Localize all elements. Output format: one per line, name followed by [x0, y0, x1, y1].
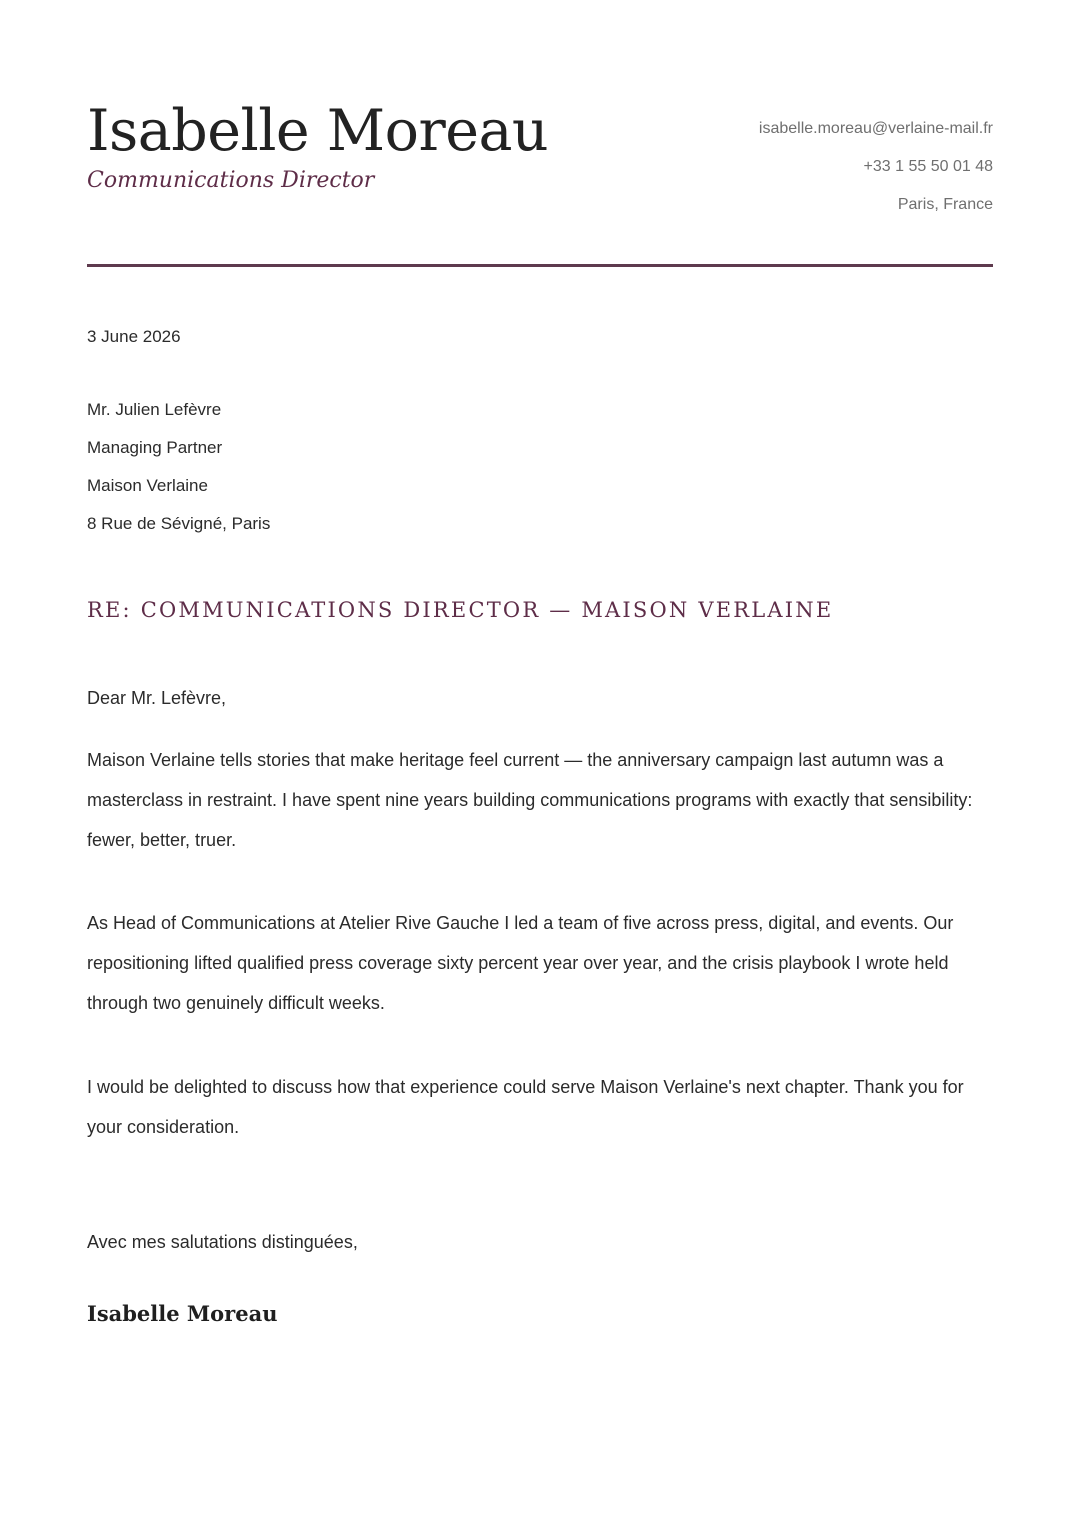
recipient-company: Maison Verlaine: [87, 476, 208, 495]
contact-block: [759, 110, 993, 224]
signature-name: Isabelle Moreau: [87, 1301, 278, 1326]
body-paragraph-1: Maison Verlaine tells stories that make heritage feel current — the anniversary campaign last autumn was a masterclass in restraint. I have spent nine years building communications programs with exactly that sensibility: fewer, better, truer.: [87, 750, 973, 850]
sender-role: Communications Director: [87, 168, 375, 193]
body-paragraph-3: I would be delighted to discuss how that experience could serve Maison Verlaine's next chapter. Thank you for your consideration.: [87, 1077, 964, 1137]
recipient-block: [87, 391, 270, 543]
sender-name: Isabelle Moreau: [87, 98, 549, 164]
letterhead: [87, 96, 993, 236]
header-divider: [87, 264, 993, 267]
body-paragraph-2: As Head of Communications at Atelier Rive Gauche I led a team of five across press, digital, and events. Our repositioning lifted qualified press coverage sixty percent year over year, and the crisis playbook I wrote held through two genuinely difficult weeks.: [87, 913, 954, 1013]
recipient-name: Mr. Julien Lefèvre: [87, 400, 222, 419]
recipient-address: 8 Rue de Sévigné, Paris: [87, 514, 271, 533]
salutation: Dear Mr. Lefèvre,: [87, 688, 227, 708]
letter-date: 3 June 2026: [87, 327, 181, 346]
recipient-title: Managing Partner: [87, 438, 223, 457]
subject-line: RE: COMMUNICATIONS DIRECTOR — MAISON VERLAINE: [87, 598, 834, 622]
contact-phone: +33 1 55 50 01 48: [863, 158, 993, 175]
contact-location: Paris, France: [897, 196, 993, 213]
cover-letter-page: [87, 0, 993, 1525]
closing-line: Avec mes salutations distinguées,: [87, 1232, 358, 1252]
contact-email: isabelle.moreau@verlaine-mail.fr: [758, 120, 993, 137]
